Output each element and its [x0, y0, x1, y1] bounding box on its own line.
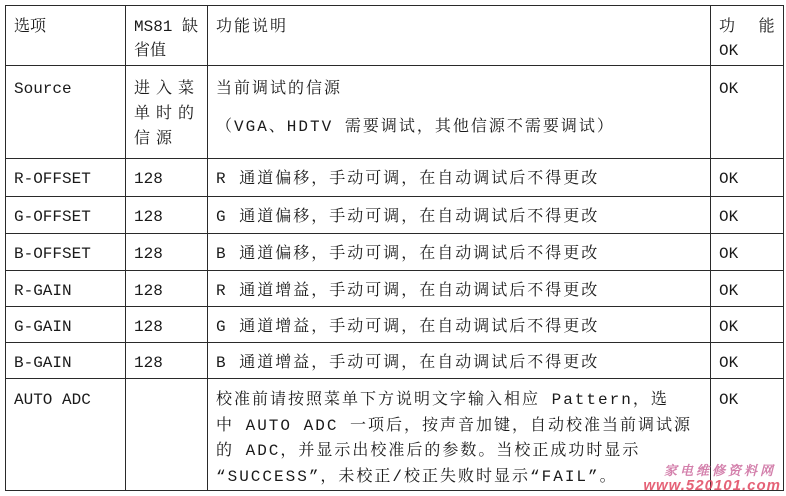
status-label: OK	[719, 170, 739, 188]
status-cell	[711, 66, 784, 159]
option-label: G-OFFSET	[14, 208, 91, 226]
description-line: 当前调试的信源	[216, 80, 343, 98]
default-value-line: 128	[134, 170, 163, 188]
default-value-cell	[126, 307, 208, 343]
option-label: AUTO ADC	[14, 391, 91, 409]
default-value-line: 进入菜	[134, 80, 201, 98]
default-value-cell	[126, 66, 208, 159]
option-cell	[6, 379, 126, 491]
header-status-line: 功 能	[719, 18, 775, 36]
default-value-cell	[126, 197, 208, 234]
status-label: OK	[719, 208, 739, 226]
watermark-url: www.520101.com	[643, 477, 781, 494]
description-cell	[208, 343, 711, 379]
description-line: 校准前请按照菜单下方说明文字输入相应 Pattern，选	[216, 391, 669, 409]
default-value-line: 128	[134, 318, 163, 336]
header-default-line: 省值	[134, 42, 167, 60]
header-status	[711, 6, 784, 66]
description-line: “SUCCESS”，未校正/校正失败时显示“FAIL”。	[216, 467, 618, 486]
description-line: B 通道增益，手动可调，在自动调试后不得更改	[216, 354, 600, 372]
description-cell	[208, 197, 711, 234]
description-line: B 通道偏移，手动可调，在自动调试后不得更改	[216, 245, 600, 263]
header-option-label: 选项	[14, 18, 47, 36]
status-label: OK	[719, 354, 739, 372]
default-value-line: 128	[134, 245, 163, 263]
watermark-site-name: 家电维修资料网	[663, 463, 776, 478]
table-row-b-gain	[6, 343, 784, 379]
description-line: R 通道偏移，手动可调，在自动调试后不得更改	[216, 170, 600, 188]
default-value-cell	[126, 159, 208, 197]
description-line: R 通道增益，手动可调，在自动调试后不得更改	[216, 282, 600, 300]
option-cell	[6, 197, 126, 234]
header-description-label: 功能说明	[216, 18, 289, 36]
default-value-line: 单时的	[134, 105, 201, 123]
description-cell	[208, 159, 711, 197]
status-cell	[711, 159, 784, 197]
option-label: G-GAIN	[14, 318, 72, 336]
option-cell	[6, 159, 126, 197]
description-line: 的 ADC，并显示出校准后的参数。当校正成功时显示	[216, 442, 641, 460]
status-label: OK	[719, 391, 739, 409]
description-line: （VGA、HDTV 需要调试，其他信源不需要调试）	[216, 118, 615, 136]
status-cell	[711, 343, 784, 379]
description-cell	[208, 234, 711, 271]
option-cell	[6, 307, 126, 343]
header-default-line: MS81 缺	[134, 18, 199, 36]
table-row-auto-adc	[6, 379, 784, 491]
header-default-value	[126, 6, 208, 66]
default-value-line: 128	[134, 282, 163, 300]
table-row-r-offset	[6, 159, 784, 197]
default-value-cell	[126, 234, 208, 271]
option-cell	[6, 234, 126, 271]
status-cell	[711, 379, 784, 491]
description-cell	[208, 66, 711, 159]
status-label: OK	[719, 318, 739, 336]
header-option	[6, 6, 126, 66]
default-value-cell	[126, 271, 208, 307]
table-row-b-offset	[6, 234, 784, 271]
default-value-cell	[126, 343, 208, 379]
description-line: G 通道增益，手动可调，在自动调试后不得更改	[216, 318, 600, 336]
option-cell	[6, 66, 126, 159]
status-cell	[711, 197, 784, 234]
default-value-cell	[126, 379, 208, 491]
status-label: OK	[719, 245, 739, 263]
table-header-row	[6, 6, 784, 66]
options-table	[5, 5, 784, 491]
table-row-g-gain	[6, 307, 784, 343]
description-line: 中 AUTO ADC 一项后，按声音加键，自动校准当前调试源	[216, 416, 693, 435]
option-label: B-GAIN	[14, 354, 72, 372]
status-label: OK	[719, 282, 739, 300]
description-cell	[208, 379, 711, 491]
option-cell	[6, 343, 126, 379]
status-cell	[711, 307, 784, 343]
table-row-g-offset	[6, 197, 784, 234]
status-cell	[711, 234, 784, 271]
description-line: G 通道偏移，手动可调，在自动调试后不得更改	[216, 208, 600, 226]
option-label: R-GAIN	[14, 282, 72, 300]
description-cell	[208, 271, 711, 307]
option-label: B-OFFSET	[14, 245, 91, 263]
option-cell	[6, 271, 126, 307]
header-status-line: OK	[719, 42, 739, 60]
option-label: Source	[14, 80, 72, 98]
table-row-source	[6, 66, 784, 159]
default-value-line: 128	[134, 354, 163, 372]
default-value-line: 信源	[134, 130, 179, 148]
status-label: OK	[719, 80, 739, 98]
description-cell	[208, 307, 711, 343]
header-description	[208, 6, 711, 66]
status-cell	[711, 271, 784, 307]
option-label: R-OFFSET	[14, 170, 91, 188]
table-row-r-gain	[6, 271, 784, 307]
default-value-line: 128	[134, 208, 163, 226]
